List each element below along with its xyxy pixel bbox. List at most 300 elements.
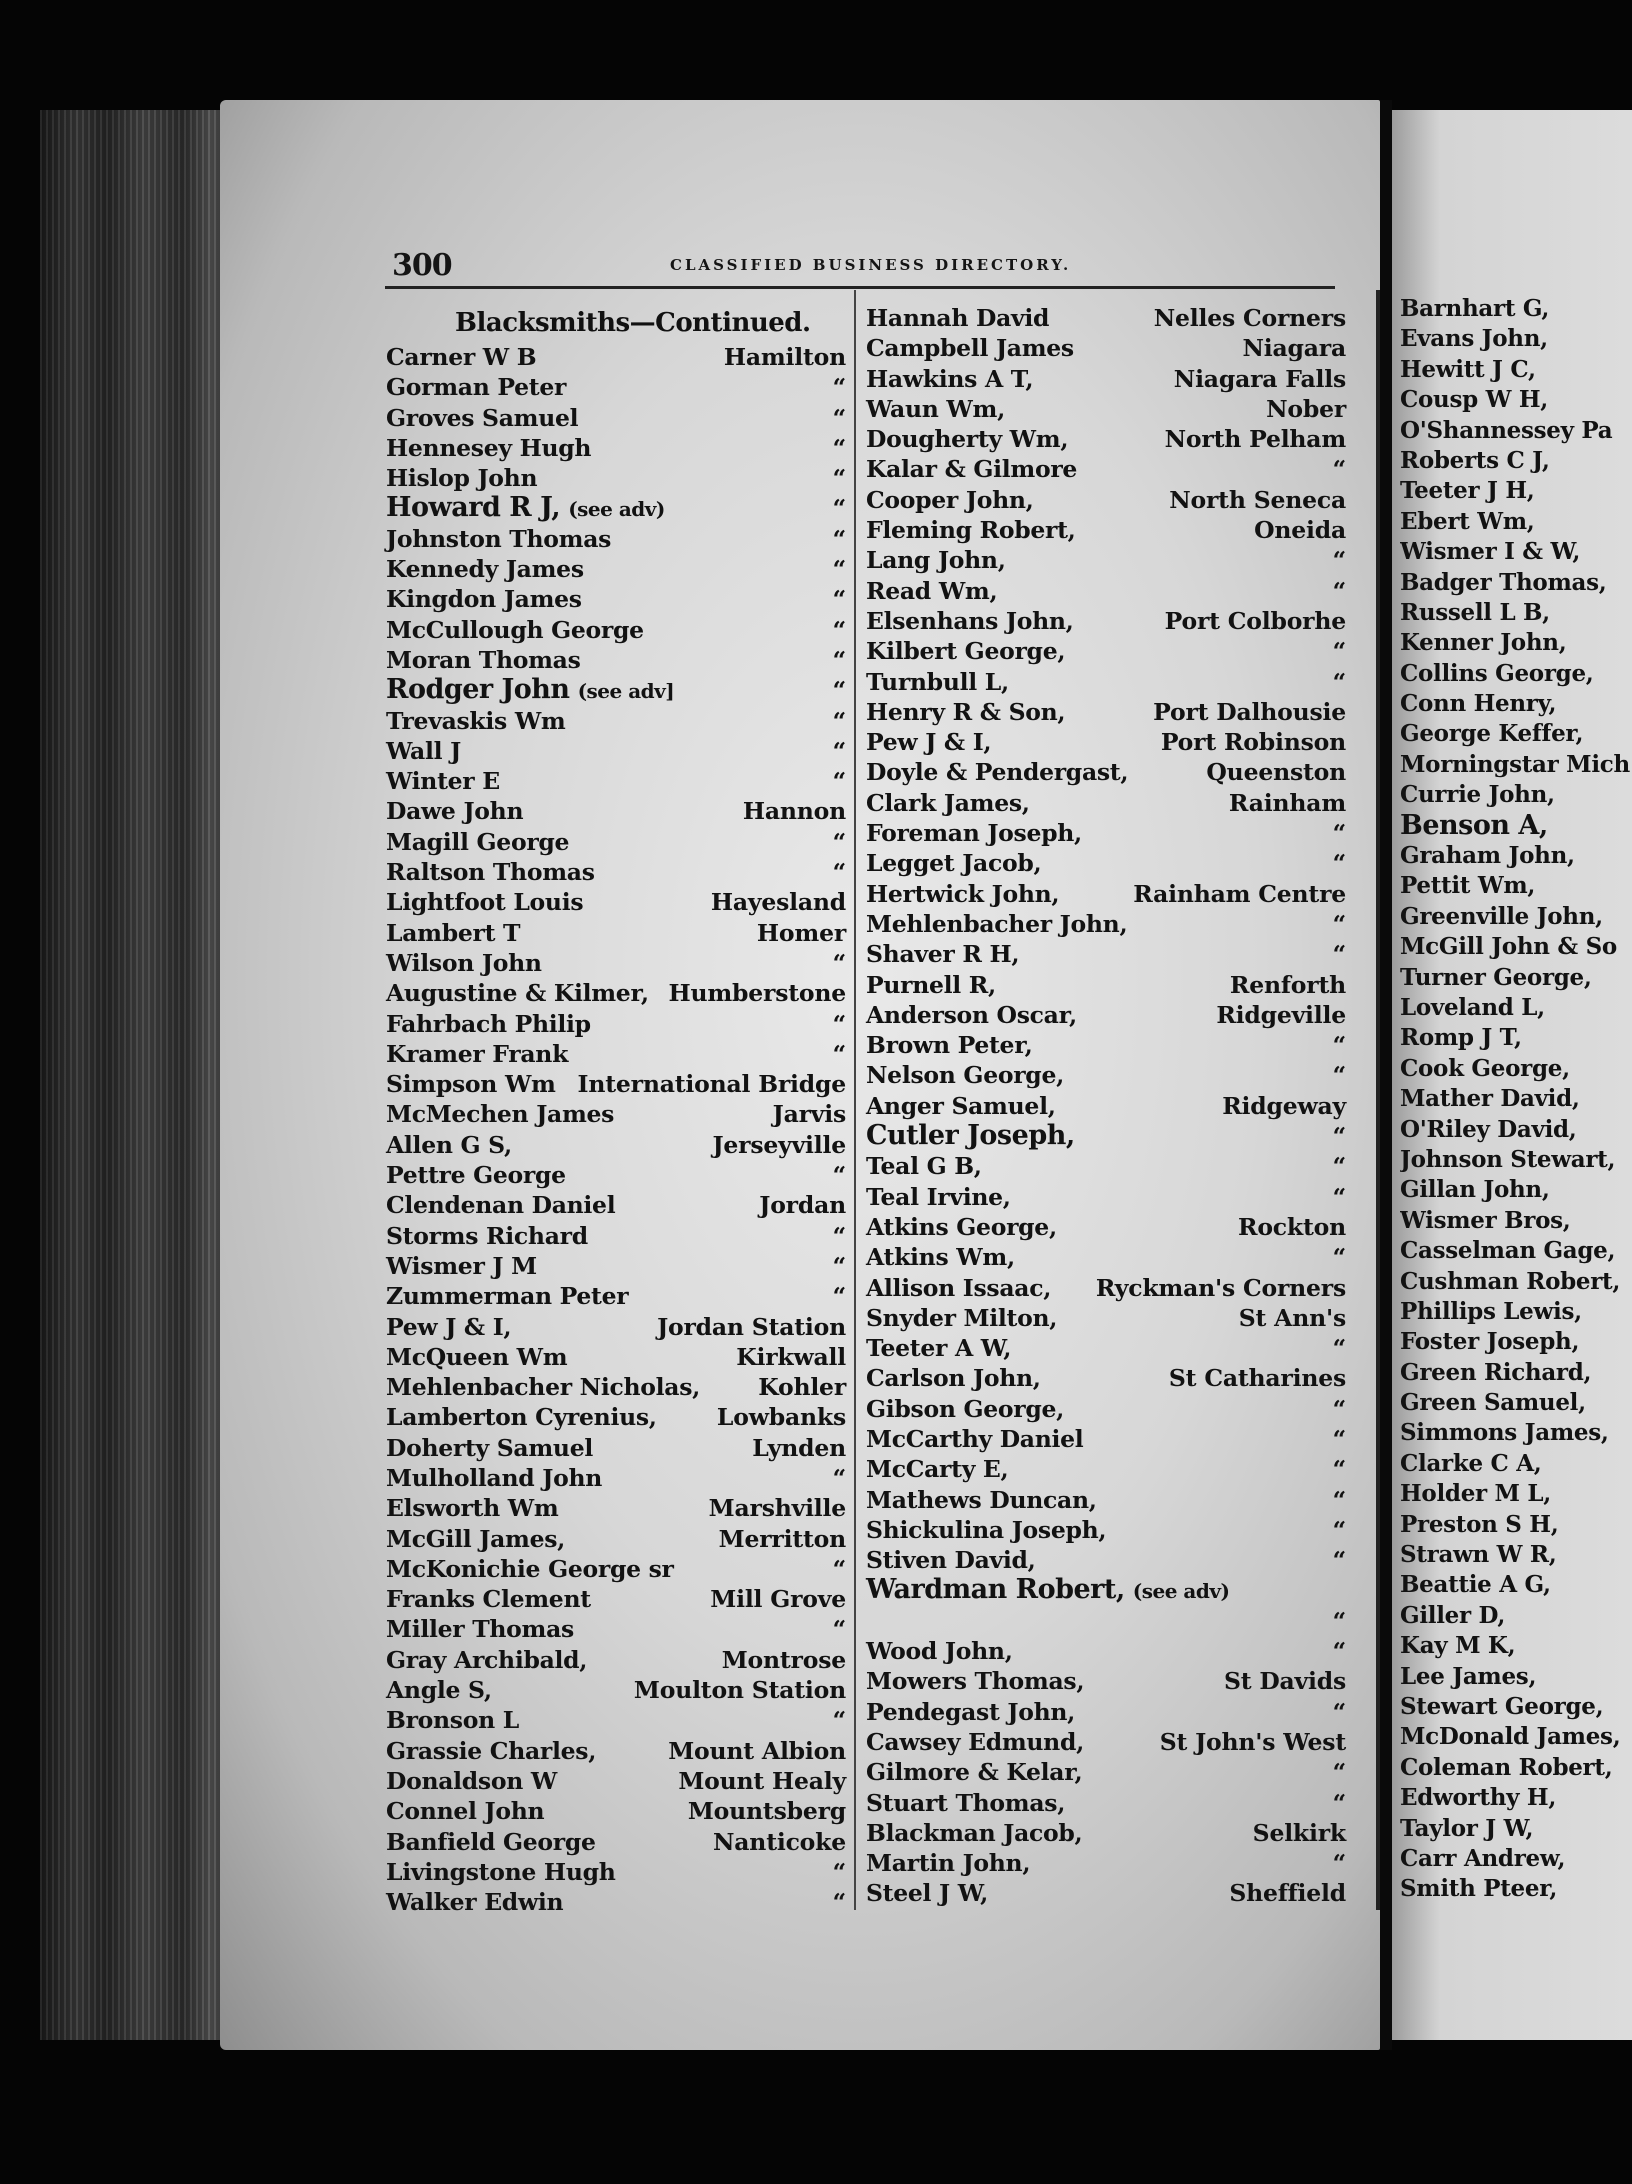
entry-name: Badger Thomas,	[1400, 568, 1607, 596]
entry-name: Magill George	[386, 827, 570, 856]
directory-entry	[1400, 1814, 1632, 1844]
directory-entry	[866, 1848, 1346, 1878]
entry-name: Gillan John,	[1400, 1176, 1550, 1204]
directory-entry	[1400, 1054, 1632, 1084]
entry-name: Stewart George,	[1400, 1692, 1604, 1720]
directory-entry	[866, 757, 1346, 787]
entry-name: Hewitt J C,	[1400, 355, 1536, 383]
directory-entry	[1400, 963, 1632, 993]
entry-name: Winter E	[386, 767, 500, 796]
entry-place: Mountsberg	[687, 1797, 846, 1826]
directory-entry	[866, 364, 1346, 394]
directory-entry	[386, 1372, 846, 1402]
entry-name: Roberts C J,	[1400, 446, 1550, 474]
entry-name: Trevaskis Wm	[386, 706, 566, 735]
directory-entry	[866, 1030, 1346, 1060]
entry-name: Walker Edwin	[386, 1888, 564, 1917]
directory-entry	[1400, 1206, 1632, 1236]
entry-name: Edworthy H,	[1400, 1784, 1557, 1812]
directory-entry	[866, 636, 1346, 666]
directory-entry	[866, 1697, 1346, 1727]
entry-place: “	[832, 676, 846, 705]
directory-entry	[1400, 416, 1632, 446]
entry-name: Cousp W H,	[1400, 386, 1548, 414]
directory-entry	[866, 1727, 1346, 1757]
entry-note: (see adv)	[1132, 1579, 1230, 1604]
directory-entry	[1400, 628, 1632, 658]
entry-place: “	[1332, 637, 1346, 666]
entry-name: Kramer Frank	[386, 1039, 569, 1068]
entry-place: “	[832, 524, 846, 553]
entry-name: Phillips Lewis,	[1400, 1297, 1582, 1325]
section-title: Blacksmiths—Continued.	[455, 308, 811, 338]
entry-place: Rainham Centre	[1133, 879, 1346, 908]
entry-place: “	[832, 1282, 846, 1311]
directory-entry	[866, 545, 1346, 575]
directory-entry	[386, 493, 846, 523]
directory-entry	[866, 454, 1346, 484]
entry-place: Merritton	[718, 1524, 846, 1553]
directory-entry	[386, 645, 846, 675]
directory-entry	[866, 1242, 1346, 1272]
entry-name: Romp J T,	[1400, 1024, 1522, 1052]
entry-name: Miller Thomas	[386, 1615, 574, 1644]
entry-name: Evans John,	[1400, 325, 1548, 353]
directory-entry	[866, 1545, 1346, 1575]
entry-name: Dawe John	[386, 797, 524, 826]
entry-place: “	[1332, 1122, 1346, 1151]
entry-name: Hertwick John,	[866, 879, 1060, 908]
entry-place: “	[832, 1039, 846, 1068]
entry-name: Taylor J W,	[1400, 1814, 1534, 1842]
entry-name: Mather David,	[1400, 1085, 1580, 1113]
entry-place: “	[832, 1221, 846, 1250]
directory-column-3	[1400, 294, 1632, 1905]
page-edge-lines	[40, 110, 230, 2040]
directory-entry	[386, 1009, 846, 1039]
entry-name: Barnhart G,	[1400, 295, 1550, 322]
entry-name: Green Richard,	[1400, 1358, 1592, 1386]
entry-place: “	[1332, 576, 1346, 605]
entry-name: Waun Wm,	[866, 394, 1005, 423]
directory-entry	[1400, 902, 1632, 932]
entry-place: “	[832, 585, 846, 614]
directory-entry	[1400, 1236, 1632, 1266]
directory-entry	[1400, 1145, 1632, 1175]
entry-place: Nober	[1266, 394, 1346, 423]
entry-place: Port Dalhousie	[1153, 697, 1346, 726]
entry-place: Hannon	[742, 797, 846, 826]
entry-name: Lightfoot Louis	[386, 888, 584, 917]
entry-name: Mehlenbacher John,	[866, 909, 1128, 938]
entry-place: Ridgeville	[1216, 1000, 1346, 1029]
directory-entry	[386, 796, 846, 826]
directory-entry	[386, 1554, 846, 1584]
directory-entry	[866, 515, 1346, 545]
entry-place: Kirkwall	[736, 1342, 846, 1371]
entry-place: “	[1332, 1697, 1346, 1726]
entry-name: Atkins Wm,	[866, 1243, 1015, 1272]
entry-name: Cawsey Edmund,	[866, 1727, 1084, 1756]
entry-place: “	[1332, 1606, 1346, 1635]
entry-place: Mount Healy	[678, 1766, 846, 1795]
directory-entry	[1400, 811, 1632, 841]
directory-entry	[386, 948, 846, 978]
entry-place: “	[832, 555, 846, 584]
entry-name: McMechen James	[386, 1100, 615, 1129]
directory-entry	[866, 1151, 1346, 1181]
entry-name: Lambert T	[386, 918, 521, 947]
entry-place: Homer	[756, 918, 846, 947]
entry-place: Moulton Station	[633, 1676, 846, 1705]
directory-entry	[1400, 932, 1632, 962]
entry-name: Anderson Oscar,	[866, 1000, 1077, 1029]
entry-place: “	[1332, 1849, 1346, 1878]
entry-name: Wismer J M	[386, 1251, 537, 1280]
entry-name: Zummerman Peter	[386, 1282, 629, 1311]
entry-place: Ridgeway	[1222, 1091, 1346, 1120]
entry-name: Steel J W,	[866, 1879, 989, 1908]
entry-note: (see adv)	[568, 497, 665, 522]
directory-entry	[866, 818, 1346, 848]
directory-entry	[866, 1273, 1346, 1303]
entry-name: Greenville John,	[1400, 902, 1603, 930]
directory-entry	[386, 1827, 846, 1857]
entry-place: “	[1332, 1394, 1346, 1423]
directory-entry	[386, 918, 846, 948]
entry-name: Donaldson W	[386, 1766, 557, 1795]
entry-name: Allison Issaac,	[866, 1273, 1052, 1302]
entry-place: St John's West	[1159, 1727, 1346, 1756]
entry-name: Shickulina Joseph,	[866, 1515, 1107, 1544]
entry-name: McCullough George	[386, 615, 644, 644]
entry-place: Lowbanks	[716, 1403, 846, 1432]
entry-name: O'Shannessey Pa	[1400, 416, 1613, 444]
entry-name: Collins George,	[1400, 659, 1594, 687]
entry-name: Mulholland John	[386, 1463, 603, 1492]
entry-place: “	[1332, 1637, 1346, 1666]
entry-name: Pew J & I,	[866, 728, 992, 757]
directory-entry	[866, 1394, 1346, 1424]
entry-place: Nelles Corners	[1153, 304, 1346, 332]
entry-name: Gibson George,	[866, 1394, 1065, 1423]
directory-column-1	[386, 342, 846, 1917]
directory-entry	[1400, 1175, 1632, 1205]
directory-entry	[1400, 1023, 1632, 1053]
entry-place: “	[1332, 1424, 1346, 1453]
entry-name: Currie John,	[1400, 781, 1555, 809]
directory-column-2	[866, 303, 1346, 1909]
directory-entry	[386, 1493, 846, 1523]
directory-entry	[1400, 1510, 1632, 1540]
entry-name: Wall J	[386, 736, 461, 765]
entry-name: Carr Andrew,	[1400, 1844, 1566, 1872]
entry-name: Preston S H,	[1400, 1510, 1559, 1538]
entry-name: McKonichie George sr	[386, 1554, 674, 1583]
entry-name: Graham John,	[1400, 842, 1575, 870]
entry-place: “	[1332, 1334, 1346, 1363]
entry-name: Fleming Robert,	[866, 516, 1076, 545]
entry-place: “	[832, 1161, 846, 1190]
directory-entry	[1400, 324, 1632, 354]
entry-place: Lynden	[752, 1433, 846, 1462]
entry-place: “	[1332, 455, 1346, 484]
directory-entry	[866, 1333, 1346, 1363]
directory-entry	[1400, 1358, 1632, 1388]
entry-name: Kennedy James	[386, 555, 584, 584]
entry-place: “	[832, 464, 846, 493]
entry-name: Wismer Bros,	[1400, 1206, 1571, 1234]
directory-entry	[386, 433, 846, 463]
directory-entry	[866, 1575, 1346, 1605]
entry-place: “	[1332, 1546, 1346, 1575]
directory-entry	[1400, 1631, 1632, 1661]
directory-entry	[1400, 780, 1632, 810]
directory-entry	[866, 1788, 1346, 1818]
directory-entry	[1400, 1540, 1632, 1570]
directory-entry	[866, 485, 1346, 515]
directory-entry	[1400, 446, 1632, 476]
directory-entry	[1400, 1449, 1632, 1479]
directory-entry	[386, 554, 846, 584]
entry-place: “	[832, 1009, 846, 1038]
entry-name: Elsenhans John,	[866, 606, 1074, 635]
page-number: 300	[392, 248, 452, 283]
directory-entry	[866, 970, 1346, 1000]
directory-entry	[386, 1221, 846, 1251]
page-header	[392, 248, 1392, 283]
directory-entry	[1400, 1570, 1632, 1600]
directory-entry	[866, 1424, 1346, 1454]
entry-place: “	[1332, 849, 1346, 878]
directory-entry	[1400, 537, 1632, 567]
directory-entry	[386, 887, 846, 917]
entry-name: Pettre George	[386, 1161, 566, 1190]
entry-place: Queenston	[1206, 758, 1346, 787]
entry-name: Simpson Wm	[386, 1070, 556, 1099]
entry-name: Benson A,	[1400, 809, 1548, 841]
entry-name: Shaver R H,	[866, 940, 1020, 969]
directory-entry	[1400, 689, 1632, 719]
entry-place: “	[832, 1888, 846, 1917]
page-edge-divider	[1376, 290, 1380, 1910]
directory-entry	[386, 1251, 846, 1281]
directory-entry	[386, 1342, 846, 1372]
entry-place: Renforth	[1229, 970, 1346, 999]
directory-entry	[866, 727, 1346, 757]
directory-entry	[386, 827, 846, 857]
directory-entry	[386, 584, 846, 614]
entry-place: International Bridge	[577, 1070, 846, 1099]
entry-name: Livingstone Hugh	[386, 1857, 616, 1886]
entry-place: Jordan	[759, 1191, 846, 1220]
entry-name: O'Riley David,	[1400, 1115, 1577, 1143]
directory-entry	[1400, 1874, 1632, 1904]
entry-place: “	[1332, 1243, 1346, 1272]
entry-name: Lee James,	[1400, 1662, 1537, 1690]
running-head: CLASSIFIED BUSINESS DIRECTORY.	[670, 256, 1072, 274]
directory-entry	[1400, 1662, 1632, 1692]
entry-name: Holder M L,	[1400, 1480, 1551, 1508]
entry-name: George Keffer,	[1400, 720, 1584, 748]
entry-place: St Ann's	[1238, 1303, 1346, 1332]
entry-name: Carner W B	[386, 343, 537, 371]
directory-entry	[1400, 1692, 1632, 1722]
directory-entry	[1400, 1327, 1632, 1357]
header-rule	[385, 286, 1335, 289]
entry-name: Kenner John,	[1400, 629, 1567, 657]
directory-entry	[866, 1121, 1346, 1151]
directory-entry	[386, 1130, 846, 1160]
entry-name: Henry R & Son,	[866, 697, 1066, 726]
entry-name: Connel John	[386, 1797, 545, 1826]
directory-entry	[1400, 1753, 1632, 1783]
entry-place: Oneida	[1254, 516, 1346, 545]
directory-entry	[386, 1614, 846, 1644]
entry-name: Hawkins A T,	[866, 364, 1034, 393]
directory-entry	[1400, 1722, 1632, 1752]
entry-name: Teeter A W,	[866, 1334, 1012, 1363]
directory-entry	[866, 1000, 1346, 1030]
entry-place: Humberstone	[668, 979, 846, 1008]
directory-entry	[866, 1606, 1346, 1636]
entry-name: Clarke C A,	[1400, 1449, 1542, 1477]
directory-entry	[866, 1454, 1346, 1484]
directory-entry	[866, 667, 1346, 697]
directory-entry	[386, 372, 846, 402]
entry-place: North Seneca	[1169, 485, 1346, 514]
entry-name: Cushman Robert,	[1400, 1267, 1621, 1295]
entry-name: Mathews Duncan,	[866, 1485, 1097, 1514]
entry-name: McQueen Wm	[386, 1342, 568, 1371]
directory-entry	[1400, 1388, 1632, 1418]
directory-entry	[1400, 568, 1632, 598]
directory-entry	[866, 576, 1346, 606]
entry-name: Kay M K,	[1400, 1632, 1516, 1660]
directory-entry	[1400, 598, 1632, 628]
entry-place: “	[1332, 1515, 1346, 1544]
directory-entry	[1400, 841, 1632, 871]
directory-entry	[386, 1796, 846, 1826]
entry-place: Selkirk	[1252, 1818, 1346, 1847]
entry-name: Hannah David	[866, 304, 1050, 332]
entry-name: Howard R J, (see adv)	[386, 492, 665, 524]
directory-entry	[386, 766, 846, 796]
entry-place: Kohler	[758, 1373, 846, 1402]
directory-entry	[866, 1363, 1346, 1393]
directory-entry	[1400, 993, 1632, 1023]
entry-name: Beattie A G,	[1400, 1571, 1551, 1599]
directory-entry	[866, 1212, 1346, 1242]
directory-entry	[386, 706, 846, 736]
directory-entry	[866, 1666, 1346, 1696]
entry-note: (see adv]	[577, 679, 675, 704]
directory-entry	[386, 1705, 846, 1735]
directory-entry	[1400, 1115, 1632, 1145]
directory-entry	[386, 1160, 846, 1190]
entry-name: Martin John,	[866, 1849, 1031, 1878]
directory-entry	[866, 939, 1346, 969]
entry-name: Hennesey Hugh	[386, 433, 592, 462]
entry-name: Read Wm,	[866, 576, 998, 605]
directory-entry	[386, 1645, 846, 1675]
entry-name: Conn Henry,	[1400, 690, 1557, 718]
directory-entry	[386, 615, 846, 645]
directory-entry	[386, 1887, 846, 1917]
entry-place: “	[1332, 1758, 1346, 1787]
directory-entry	[386, 1463, 846, 1493]
directory-entry	[866, 1485, 1346, 1515]
entry-place: Rockton	[1237, 1212, 1346, 1241]
directory-entry	[1400, 1297, 1632, 1327]
entry-place: St Davids	[1223, 1667, 1346, 1696]
entry-place: Jarvis	[772, 1100, 846, 1129]
entry-place: “	[832, 645, 846, 674]
entry-place: “	[832, 706, 846, 735]
directory-entry	[1400, 294, 1632, 324]
directory-entry	[866, 303, 1346, 333]
entry-name: Groves Samuel	[386, 403, 579, 432]
entry-name: McGill John & So	[1400, 933, 1617, 961]
entry-name: Lamberton Cyrenius,	[386, 1403, 657, 1432]
directory-entry	[1400, 1267, 1632, 1297]
entry-place: “	[832, 858, 846, 887]
directory-entry	[386, 857, 846, 887]
entry-name: Gray Archibald,	[386, 1645, 588, 1674]
entry-name: Carlson John,	[866, 1364, 1041, 1393]
entry-place: Port Colborhe	[1164, 606, 1346, 635]
directory-entry	[386, 1524, 846, 1554]
entry-name: Smith Pteer,	[1400, 1875, 1558, 1903]
directory-entry	[866, 394, 1346, 424]
entry-place: “	[832, 433, 846, 462]
directory-entry	[1400, 355, 1632, 385]
entry-name: Dougherty Wm,	[866, 425, 1069, 454]
directory-entry	[866, 848, 1346, 878]
entry-name: Kingdon James	[386, 585, 582, 614]
entry-place: “	[832, 1251, 846, 1280]
directory-entry	[866, 1182, 1346, 1212]
directory-entry	[1400, 385, 1632, 415]
directory-entry	[866, 788, 1346, 818]
entry-name: Kalar & Gilmore	[866, 455, 1078, 484]
entry-name: Cutler Joseph,	[866, 1120, 1075, 1152]
directory-entry	[866, 1818, 1346, 1848]
entry-place: “	[1332, 819, 1346, 848]
entry-name: Allen G S,	[386, 1130, 512, 1159]
entry-name: Teal G B,	[866, 1152, 982, 1181]
entry-place: “	[1332, 667, 1346, 696]
entry-place: “	[832, 1615, 846, 1644]
entry-name: Purnell R,	[866, 970, 996, 999]
directory-entry	[386, 1069, 846, 1099]
entry-place: “	[1332, 546, 1346, 575]
entry-place: “	[832, 403, 846, 432]
entry-name: Johnson Stewart,	[1400, 1145, 1616, 1173]
entry-name: Stuart Thomas,	[866, 1788, 1066, 1817]
entry-name: Turner George,	[1400, 963, 1592, 991]
entry-place: “	[832, 948, 846, 977]
directory-entry	[866, 697, 1346, 727]
directory-entry	[386, 1099, 846, 1129]
entry-name: Wismer I & W,	[1400, 538, 1581, 566]
entry-name: Doyle & Pendergast,	[866, 758, 1129, 787]
entry-place: “	[832, 615, 846, 644]
entry-place: “	[832, 494, 846, 523]
directory-entry	[386, 1766, 846, 1796]
entry-place: “	[1332, 1152, 1346, 1181]
entry-place: Mill Grove	[710, 1585, 846, 1614]
